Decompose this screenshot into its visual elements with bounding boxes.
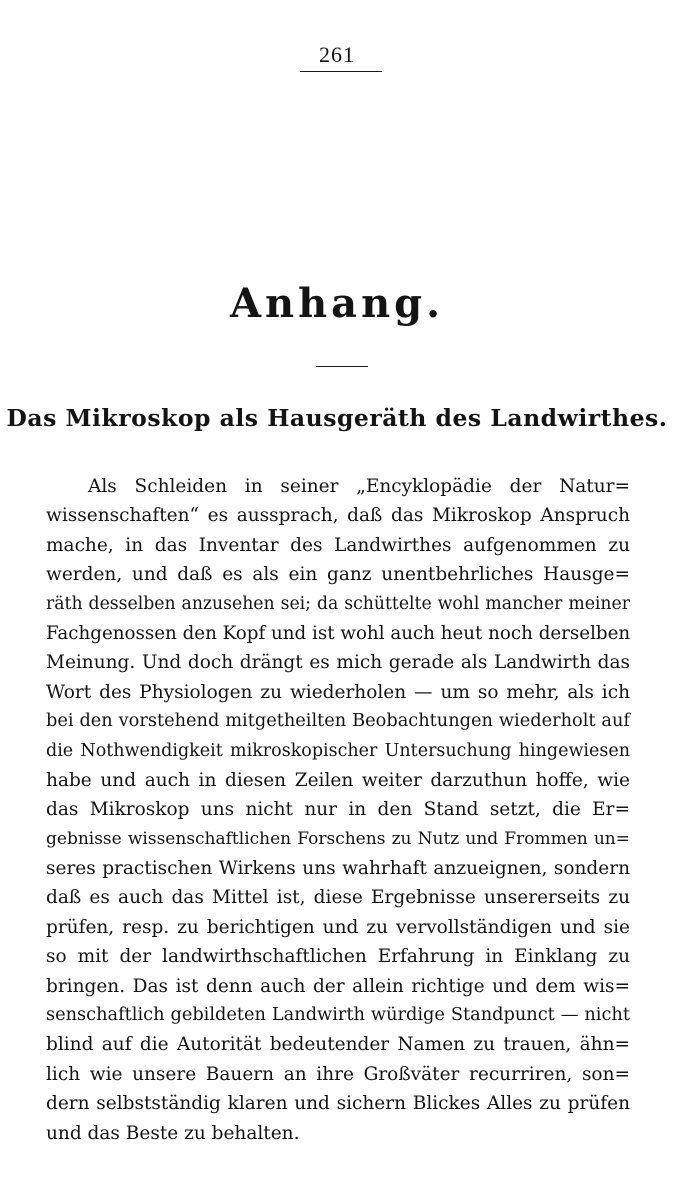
text-line: bringen. Das ist denn auch der allein richtige und dem wis=	[46, 975, 630, 997]
text-line: Meinung. Und doch drängt es mich gerade als Landwirth das	[46, 652, 630, 674]
header-rule	[300, 71, 382, 72]
text-line: seres practischen Wirkens uns wahrhaft anzueignen, sondern	[46, 858, 630, 880]
text-line: wissenschaften“ es aussprach, daß das Mikroskop Anspruch	[46, 505, 630, 527]
text-line: das Mikroskop uns nicht nur in den Stand setzt, die Er=	[46, 799, 630, 821]
page-number: 261	[319, 42, 355, 67]
chapter-divider	[316, 366, 368, 367]
text-line: gebnisse wissenschaftlichen Forschens zu Nutz und Frommen un=	[46, 828, 630, 849]
text-line: räth desselben anzusehen sei; da schüttelte wohl mancher meiner	[46, 593, 630, 614]
text-line-last: und das Beste zu behalten.	[46, 1122, 300, 1144]
body-paragraph	[46, 472, 630, 1148]
text-line: werden, und daß es als ein ganz unentbehrliches Hausge=	[46, 564, 630, 586]
text-line: mache, in das Inventar des Landwirthes aufgenommen zu	[46, 534, 630, 556]
text-line: prüfen, resp. zu berichtigen und zu vervollständigen und sie	[46, 916, 630, 938]
text-line: Als Schleiden in seiner „Encyklopädie der Natur=	[88, 476, 630, 497]
text-line: Fachgenossen den Kopf und ist wohl auch heut noch derselben	[46, 622, 631, 644]
text-line: die Nothwendigkeit mikroskopischer Untersuchung hingewiesen	[46, 740, 630, 761]
text-line: Wort des Physiologen zu wiederholen — um so mehr, als ich	[46, 681, 630, 703]
text-line: bei den vorstehend mitgetheilten Beobachtungen wiederholt auf	[46, 711, 630, 732]
text-line: daß es auch das Mittel ist, diese Ergebnisse unsererseits zu	[46, 887, 630, 909]
section-title: Das Mikroskop als Hausgeräth des Landwirthes.	[6, 404, 668, 432]
text-line: lich wie unsere Bauern an ihre Großväter recurriren, son=	[46, 1063, 630, 1085]
text-line: so mit der landwirthschaftlichen Erfahrung in Einklang zu	[46, 946, 630, 968]
text-line: senschaftlich gebildeten Landwirth würdige Standpunct — nicht	[46, 1005, 630, 1026]
text-line: habe und auch in diesen Zeilen weiter darzuthun hoffe, wie	[46, 769, 630, 791]
text-line: blind auf die Autorität bedeutender Namen zu trauen, ähn=	[46, 1034, 630, 1056]
chapter-title: Anhang.	[229, 280, 445, 327]
text-line: dern selbstständig klaren und sichern Blickes Alles zu prüfen	[46, 1093, 630, 1115]
